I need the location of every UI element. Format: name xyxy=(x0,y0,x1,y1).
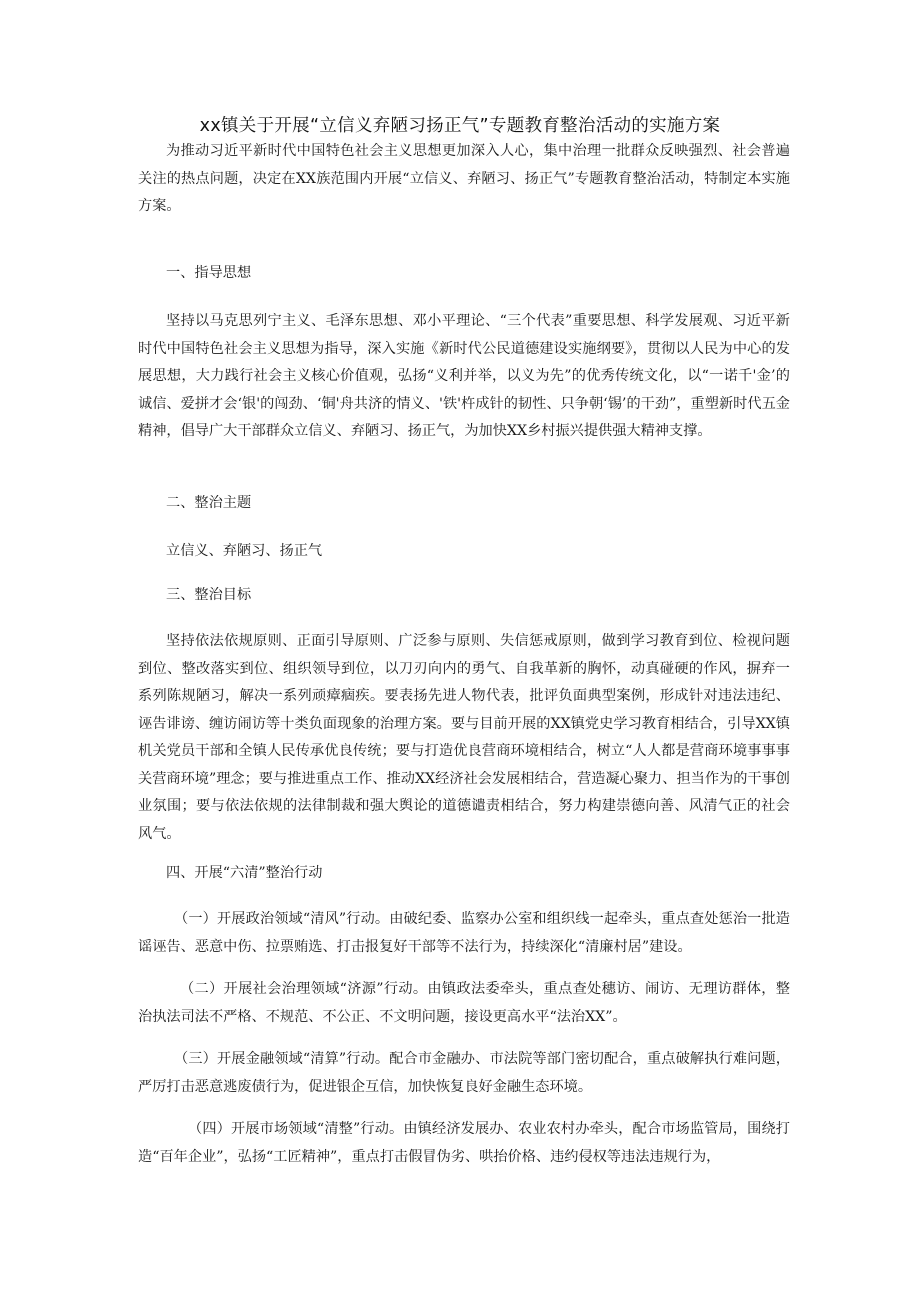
section1-heading: 一、指导思想 xyxy=(166,265,252,281)
action3-paragraph: （三）开展金融领域“清算”行动。配合市金融办、市法院等部门密切配合，重点破解执行难问题，严厉打击恶意逃废债行为，促进银企互信，加快恢复良好金融生态环境。 xyxy=(138,1051,790,1095)
section1-paragraph: 坚持以马克思列宁主义、毛泽东思想、邓小平理论、“三个代表”重要思想、科学发展观、习近平新时代中国特色社会主义思想为指导，深入实施《新时代公民道德建设实施纲要》，贯彻以人民为中心的发展思想，大力践行社会主义核心价值观，弘扬“义利并举，以义为先”的优秀传统文化，以“一诺千'金’的诚信、爱拼才会‘银'的闯劲、‘铜'舟共济的情义、'铁'杵成针的韧性、只争朝‘锡’的干劲”，重塑新时代五金精神，倡导广大干部群众立信义、弃陋习、扬正气，为加快XX乡村振兴提供强大精神支撑。 xyxy=(138,313,790,439)
action2-paragraph: （二）开展社会治理领域“济源”行动。由镇政法委牵头，重点查处穗访、闹访、无理访群体，整治执法司法不严格、不规范、不公正、不文明问题，接设更高水平“法治XX”。 xyxy=(138,981,790,1025)
intro-paragraph: 为推动习近平新时代中国特色社会主义思想更加深入人心，集中治理一批群众反映强烈、社会普遍关注的热点问题，决定在XX族范围内开展“立信义、弃陋习、扬正气”专题教育整治活动，特制定本实施方案。 xyxy=(138,143,790,214)
action4-paragraph: （四）开展市场领域“清整”行动。由镇经济发展办、农业农村办牵头，配合市场监管局，围绕打造“百年企业”，弘扬“工匠精神”，重点打击假冒伪劣、哄抬价格、违约侵权等违法违规行为， xyxy=(138,1121,790,1165)
document-title: xx镇关于开展“立信义弃陋习扬正气”专题教育整治活动的实施方案 xyxy=(199,116,721,136)
action1-paragraph: （一）开展政治领域“清风”行动。由破纪委、监察办公室和组织线一起牵头，重点查处惩治一批造谣诬告、恶意中伤、拉票贿选、打击报复好干部等不法行为，持续深化“清廉村居”建设。 xyxy=(138,911,790,955)
section2-paragraph: 立信义、弃陋习、扬正气 xyxy=(166,543,323,559)
section3-heading: 三、整治目标 xyxy=(166,587,252,603)
section2-heading: 二、整治主题 xyxy=(166,495,252,511)
section4-heading: 四、开展“六清”整治行动 xyxy=(166,865,323,881)
section3-paragraph: 坚持依法依规原则、正面引导原则、广泛参与原则、失信惩戒原则，做到学习教育到位、检视问题到位、整改落实到位、组织领导到位，以刀刃向内的勇气、自我革新的胸怀，动真碰硬的作风，摒弃一系列陈规陋习，解决一系列顽瘴痼疾。要表扬先进人物代表，批评负面典型案例，形成针对违法违纪、诬告诽谤、缠访闹访等十类负面现象的治理方案。要与目前开展的XX镇党史学习教育相结合，引导XX镇机关党员干部和全镇人民传承优良传统；要与打造优良营商环境相结合，树立“人人都是营商环境事事事关营商环境”理念；要与推进重点工作、推动XX经济社会发展相结合，营造凝心聚力、担当作为的干事创业氛围；要与依法依规的法律制裁和强大舆论的道德谴责相结合，努力构建崇德向善、风清气正的社会风气。 xyxy=(138,633,790,842)
